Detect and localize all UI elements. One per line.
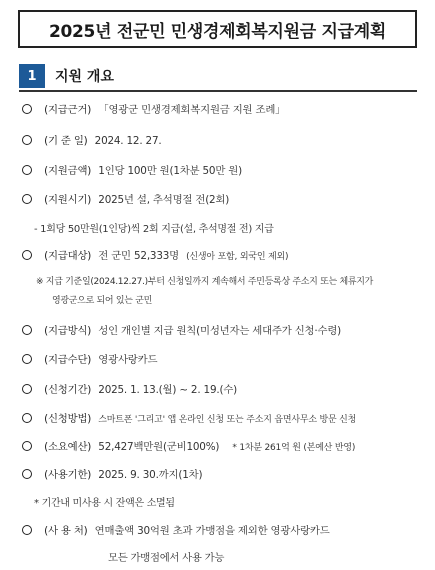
item-usage-place [22, 522, 330, 537]
item-payment-means [22, 351, 157, 366]
item-label: (지급대상) [44, 250, 92, 262]
section-number: 1 [19, 64, 45, 88]
item-application-method [22, 410, 356, 425]
circle-bullet-icon [22, 441, 32, 451]
item-label: (지원금액) [44, 165, 92, 177]
circle-bullet-icon [22, 194, 32, 204]
item-value: 2024. 12. 27. [94, 135, 162, 147]
item-note: * 1차분 261억 원 (본예산 반영) [232, 443, 356, 453]
item-application-period [22, 381, 237, 396]
item-budget [22, 438, 355, 453]
item-value: 연매출액 30억원 초과 가맹점을 제외한 영광사랑카드 [94, 525, 330, 537]
circle-bullet-icon [22, 413, 32, 423]
item-value: 2025. 9. 30.까지(1차) [98, 469, 203, 481]
item-value: 스마트폰 '그리고' 앱 온라인 신청 또는 주소지 읍면사무소 방문 신청 [98, 415, 357, 425]
item-label: (지급수단) [44, 354, 92, 366]
item-payment-method [22, 322, 341, 337]
circle-bullet-icon [22, 165, 32, 175]
item-label: (신청방법) [44, 413, 92, 425]
circle-bullet-icon [22, 250, 32, 260]
item-base-date [22, 132, 161, 147]
item-value: 「영광군 민생경제회복지원금 지원 조례」 [98, 104, 286, 116]
item-value: 1인당 100만 원(1차분 50만 원) [98, 165, 242, 177]
expiry-note: * 기간내 미사용 시 잔액은 소멸됨 [34, 498, 175, 509]
section-divider [19, 90, 417, 92]
item-label: (사용기한) [44, 469, 92, 481]
item-label: (사 용 처) [44, 525, 88, 537]
circle-bullet-icon [22, 525, 32, 535]
circle-bullet-icon [22, 354, 32, 364]
item-value: 52,427백만원(군비100%) [98, 441, 220, 453]
item-value: 2025년 설, 추석명절 전(2회) [98, 194, 230, 206]
item-value: 영광사랑카드 [98, 354, 158, 366]
item-value: 전 군민 52,333명 [98, 250, 179, 262]
item-label: (신청기간) [44, 384, 92, 396]
installment-note: - 1회당 50만원(1인당)씩 2회 지급(설, 추석명절 전) 지급 [34, 224, 274, 235]
item-amount [22, 162, 242, 177]
item-value: 성인 개인별 지급 원칙(미성년자는 세대주가 신청·수령) [98, 325, 342, 337]
item-recipients [22, 247, 288, 262]
item-note: (신생아 포함, 외국인 제외) [186, 252, 289, 262]
item-label: (기 준 일) [44, 135, 88, 147]
section-label: 지원 개요 [55, 69, 114, 85]
circle-bullet-icon [22, 135, 32, 145]
eligibility-note-line1: ※ 지급 기준일(2024.12.27.)부터 신청일까지 계속해서 주민등록상 주소지 또는 체류지가 [36, 277, 374, 287]
circle-bullet-icon [22, 384, 32, 394]
item-legal-basis [22, 101, 285, 116]
usage-place-line2: 모든 가맹점에서 사용 가능 [108, 552, 225, 564]
title-box [18, 10, 417, 48]
item-expiry [22, 466, 202, 481]
item-value: 2025. 1. 13.(월) ~ 2. 19.(수) [98, 384, 238, 396]
item-timing [22, 191, 229, 206]
item-label: (지급방식) [44, 325, 92, 337]
eligibility-note-line2: 영광군으로 되어 있는 군민 [52, 296, 153, 306]
section-header [19, 64, 417, 89]
circle-bullet-icon [22, 325, 32, 335]
document-title: 2025년 전군민 민생경제회복지원금 지급계획 [48, 21, 387, 42]
item-label: (지급근거) [44, 104, 92, 116]
item-label: (소요예산) [44, 441, 92, 453]
circle-bullet-icon [22, 104, 32, 114]
circle-bullet-icon [22, 469, 32, 479]
item-label: (지원시기) [44, 194, 92, 206]
